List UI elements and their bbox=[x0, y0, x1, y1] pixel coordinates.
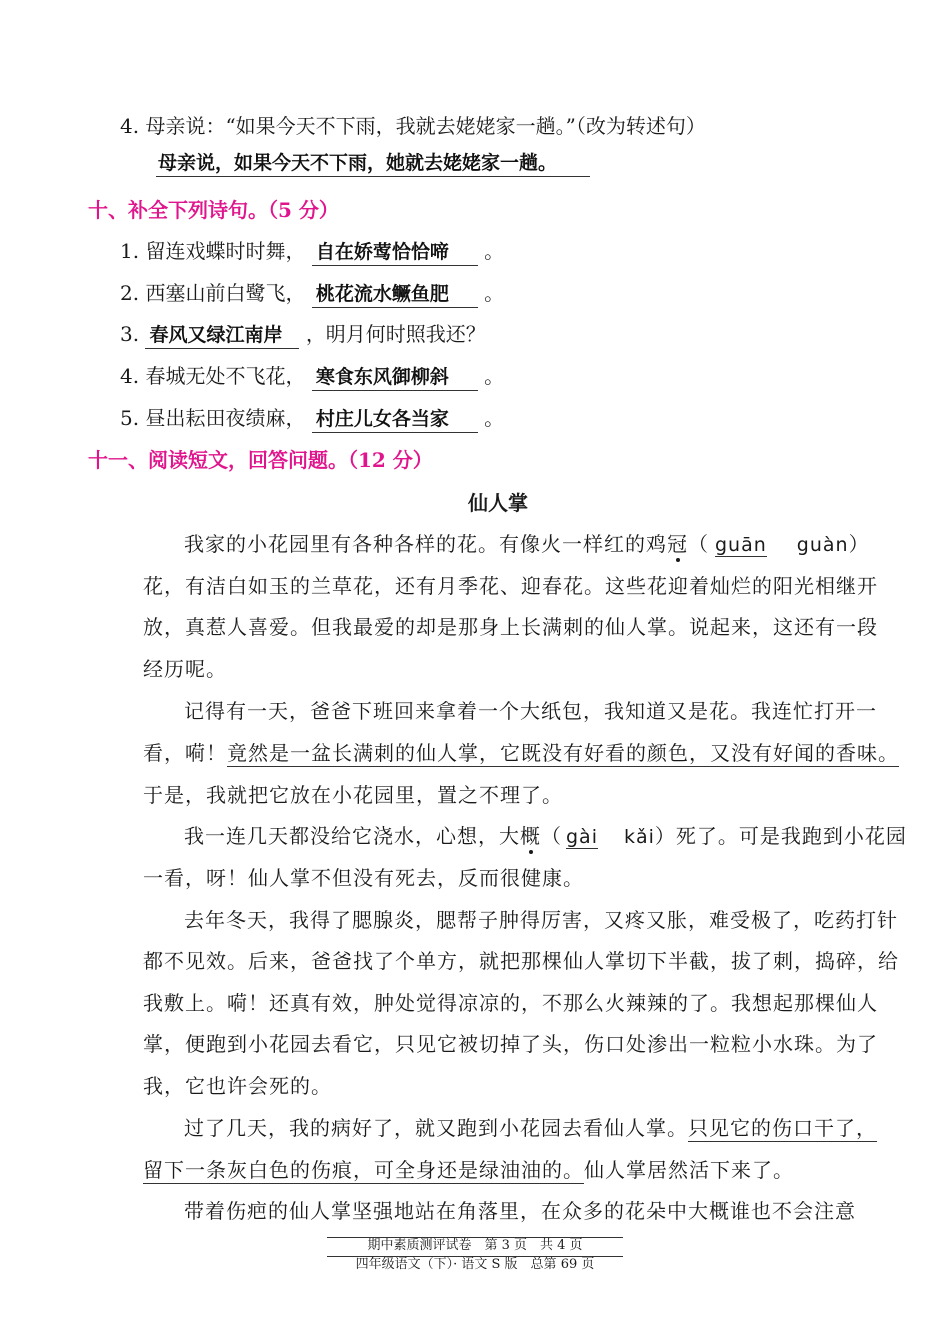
p5-text: 过了几天，我的病好了，就又跑到小花园去看仙人掌。 bbox=[184, 1116, 688, 1140]
q4-prompt: 4. 母亲说：“如果今天不下雨，我就去姥姥家一趟。”（改为转述句） bbox=[120, 114, 706, 138]
poem-4-before: 春城无处不飞花， bbox=[145, 364, 306, 388]
poem-5-after: 。 bbox=[484, 406, 505, 430]
p3-line-2: 一看，呀！仙人掌不但没有死去，反而很健康。 bbox=[143, 866, 584, 890]
p1-dotted-char: 冠 bbox=[667, 532, 688, 556]
p2-text: 看，嗬！ bbox=[143, 741, 227, 765]
p3-text: 我一连几天都没给它浇水，心想，大 bbox=[184, 824, 520, 848]
pinyin-option-b: guàn bbox=[796, 534, 849, 556]
poem-line-3 bbox=[120, 320, 486, 349]
poem-5-answer: 村庄儿女各当家 bbox=[312, 406, 478, 433]
poem-line-4 bbox=[120, 362, 504, 391]
p1-paren-open: （ bbox=[688, 532, 709, 556]
poem-3-answer: 春风又绿江南岸 bbox=[145, 322, 299, 349]
p6-line-1: 带着伤疤的仙人掌坚强地站在角落里，在众多的花朵中大概谁也不会注意 bbox=[184, 1199, 856, 1223]
pinyin-option-c: gài bbox=[566, 826, 598, 848]
p1-line-2: 花，有洁白如玉的兰草花，还有月季花、迎春花。这些花迎着灿烂的阳光相继开 bbox=[143, 574, 878, 598]
p5-underlined-part-1: 只见它的伤口干了， bbox=[688, 1116, 877, 1140]
p3-line-1 bbox=[184, 822, 907, 851]
p1-paren-close: ） bbox=[848, 532, 870, 556]
p5-line-1 bbox=[184, 1114, 877, 1142]
p4-line-4: 掌，便跑到小花园去看它，只见它被切掉了头，伤口处渗出一粒粒小水珠。为了 bbox=[143, 1032, 878, 1056]
q4-answer-line bbox=[156, 150, 590, 177]
p4-line-1: 去年冬天，我得了腮腺炎，腮帮子肿得厉害，又疼又胀，难受极了，吃药打针 bbox=[184, 908, 898, 932]
poem-2-answer: 桃花流水鳜鱼肥 bbox=[312, 281, 478, 308]
p2-underlined-sentence: 竟然是一盆长满刺的仙人掌，它既没有好看的颜色，又没有好闻的香味。 bbox=[227, 741, 899, 765]
poem-1-num: 1. bbox=[120, 239, 140, 263]
poem-2-after: 。 bbox=[484, 281, 505, 305]
poem-2-before: 西塞山前白鹭飞， bbox=[145, 281, 306, 305]
poem-line-2 bbox=[120, 279, 504, 308]
p4-line-3: 我敷上。嗬！还真有效，肿处觉得凉凉的，不那么火辣辣的了。我想起那棵仙人 bbox=[143, 991, 878, 1015]
p1-text: 我家的小花园里有各种各样的花。有像火一样红的鸡 bbox=[184, 532, 667, 556]
pinyin-option-a: guān bbox=[715, 534, 767, 556]
p4-line-5: 我，它也许会死的。 bbox=[143, 1074, 332, 1098]
p5-underlined-part-2: 留下一条灰白色的伤痕，可全身还是绿油油的。 bbox=[143, 1158, 584, 1182]
passage-title: 仙人掌 bbox=[468, 491, 528, 515]
poem-3-num: 3. bbox=[120, 322, 140, 346]
poem-5-before: 昼出耘田夜绩麻， bbox=[145, 406, 306, 430]
poem-4-num: 4. bbox=[120, 364, 140, 388]
p1-line-1 bbox=[184, 530, 870, 559]
q4-answer: 母亲说，如果今天不下雨，她就去姥姥家一趟。 bbox=[158, 152, 558, 174]
p3-dotted-char: 概 bbox=[520, 824, 541, 848]
poem-1-before: 留连戏蝶时时舞， bbox=[145, 239, 306, 263]
poem-1-after: 。 bbox=[484, 239, 505, 263]
poem-4-answer: 寒食东风御柳斜 bbox=[312, 364, 478, 391]
pinyin-option-d: kǎi bbox=[623, 826, 655, 848]
p2-line-3: 于是，我就把它放在小花园里，置之不理了。 bbox=[143, 783, 563, 807]
p5-rest: 仙人掌居然活下来了。 bbox=[584, 1158, 794, 1182]
poem-4-after: 。 bbox=[484, 364, 505, 388]
p1-line-3: 放，真惹人喜爱。但我最爱的却是那身上长满刺的仙人掌。说起来，这还有一段 bbox=[143, 615, 878, 639]
poem-1-answer: 自在娇莺恰恰啼 bbox=[312, 239, 478, 266]
p5-line-2 bbox=[143, 1156, 794, 1184]
p2-line-2 bbox=[143, 739, 899, 767]
p3-paren-open: （ bbox=[541, 824, 562, 848]
footer-page-info: 期中素质测评试卷 第 3 页 共 4 页 bbox=[367, 1238, 583, 1253]
p4-line-2: 都不见效。后来，爸爸找了个单方，就把那棵仙人掌切下半截，拔了刺，捣碎，给 bbox=[143, 949, 899, 973]
footer-subject-info: 四年级语文（下）· 语文 S 版 总第 69 页 bbox=[355, 1257, 595, 1272]
poem-line-5 bbox=[120, 404, 504, 433]
p3-rest: ）死了。可是我跑到小花园 bbox=[654, 824, 907, 848]
poem-3-after: ，明月何时照我还？ bbox=[305, 322, 486, 346]
poem-line-1 bbox=[120, 237, 504, 266]
section10-heading: 十、补全下列诗句。（5 分） bbox=[88, 198, 339, 222]
section11-heading: 十一、阅读短文，回答问题。（12 分） bbox=[88, 448, 433, 472]
p1-line-4: 经历呢。 bbox=[143, 657, 227, 681]
poem-2-num: 2. bbox=[120, 281, 140, 305]
p2-line-1: 记得有一天，爸爸下班回来拿着一个大纸包，我知道又是花。我连忙打开一 bbox=[184, 699, 877, 723]
poem-5-num: 5. bbox=[120, 406, 140, 430]
